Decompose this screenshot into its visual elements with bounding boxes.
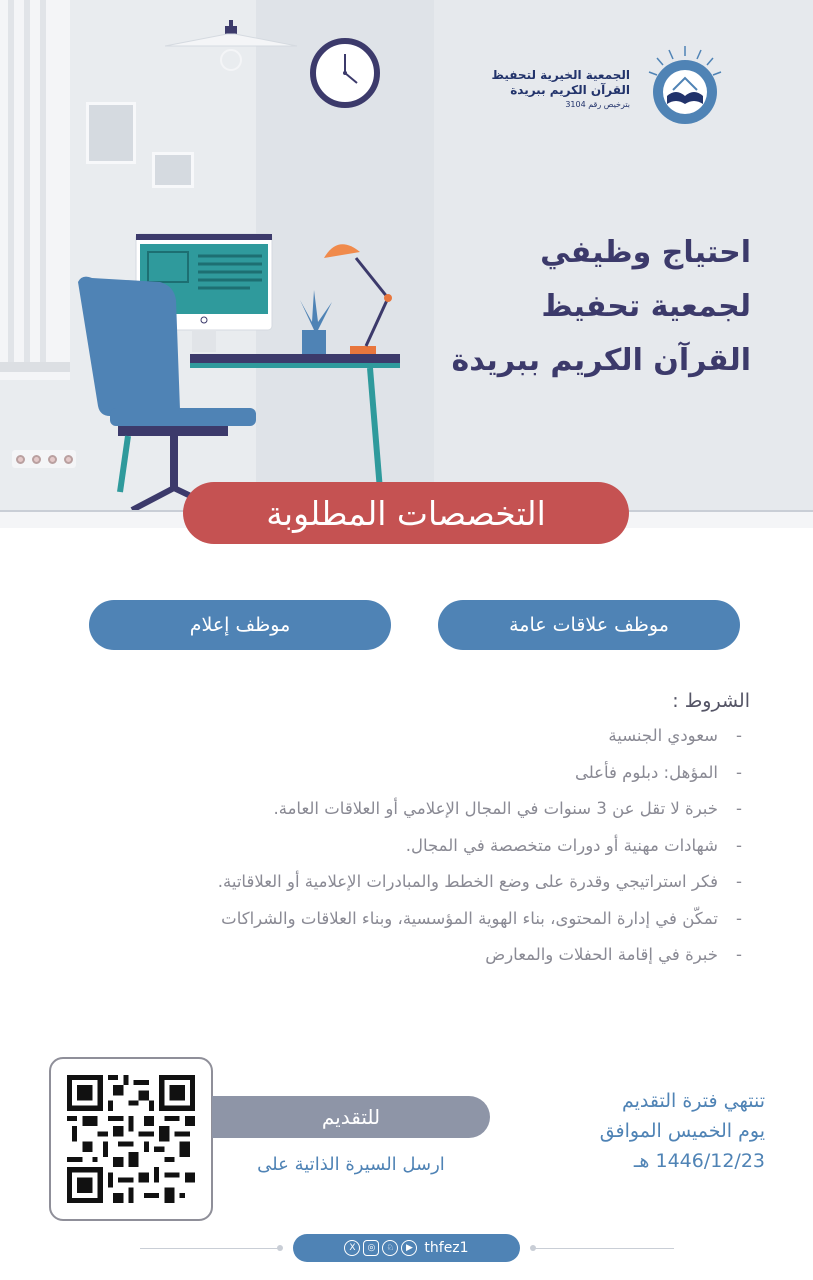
- deadline-date: 1446/12/23 هـ: [633, 1150, 765, 1172]
- condition-item: [70, 864, 750, 901]
- desk-scene-icon: [70, 230, 410, 520]
- conditions-title: الشروط :: [672, 690, 750, 712]
- specialties-heading: التخصصات المطلوبة: [183, 482, 629, 544]
- condition-item: [70, 755, 750, 792]
- hero-illustration: [0, 0, 813, 528]
- org-name-line2: القرآن الكريم ببريدة: [510, 83, 630, 97]
- footer-divider: [140, 1248, 280, 1249]
- conditions-list: [70, 718, 750, 974]
- condition-text: المؤهل: دبلوم فأعلى: [574, 762, 718, 782]
- bullet-dash: -: [736, 835, 742, 855]
- bullet-dash: -: [736, 908, 742, 928]
- condition-item: [70, 718, 750, 755]
- conditions-section: [70, 690, 750, 974]
- qr-code-icon: [67, 1075, 195, 1203]
- org-name-line1: الجمعية الخيرية لتحفيظ: [491, 68, 630, 82]
- condition-text: تمكّن في إدارة المحتوى، بناء الهوية المؤسسية، وبناء العلاقات والشراكات: [221, 908, 718, 928]
- job-public-relations: موظف علاقات عامة: [438, 600, 740, 650]
- condition-text: فكر استراتيجي وقدرة على وضع الخطط والمبادرات الإعلامية أو العلاقاتية.: [217, 872, 718, 891]
- footer-dot: [530, 1245, 536, 1251]
- condition-item: [70, 828, 750, 865]
- wall-frame: [152, 152, 194, 188]
- bullet-dash: -: [736, 945, 742, 964]
- wall-socket-icon: [12, 450, 76, 468]
- condition-item: [70, 901, 750, 938]
- bullet-dash: -: [736, 872, 742, 891]
- social-handle[interactable]: thfez1: [424, 1240, 469, 1256]
- window-illustration: [0, 0, 70, 380]
- ceiling-lamp-icon: [165, 20, 300, 72]
- bullet-dash: -: [736, 799, 742, 818]
- deadline-line1: تنتهي فترة التقديم: [621, 1090, 765, 1112]
- org-license: بترخيص رقم 3104: [565, 100, 630, 109]
- title-line1: احتياج وظيفي: [540, 235, 751, 270]
- title-line2: لجمعية تحفيظ: [541, 289, 751, 324]
- deadline-text: [505, 1086, 765, 1176]
- bullet-dash: -: [736, 762, 742, 782]
- condition-text: سعودي الجنسية: [608, 726, 718, 745]
- youtube-icon[interactable]: ▶: [401, 1240, 417, 1256]
- x-icon[interactable]: X: [344, 1240, 360, 1256]
- condition-text: خبرة لا تقل عن 3 سنوات في المجال الإعلامي أو العلاقات العامة.: [273, 799, 718, 818]
- social-links[interactable]: [293, 1234, 520, 1262]
- organization-name: [492, 68, 630, 109]
- qr-code[interactable]: [49, 1057, 213, 1221]
- instagram-icon[interactable]: ◎: [363, 1240, 379, 1256]
- apply-label: للتقديم: [212, 1096, 490, 1138]
- snapchat-icon[interactable]: ♘: [382, 1240, 398, 1256]
- footer-divider: [534, 1248, 674, 1249]
- job-media: موظف إعلام: [89, 600, 391, 650]
- apply-instruction: ارسل السيرة الذاتية على: [257, 1154, 445, 1175]
- wall-frame: [86, 102, 136, 164]
- organization-logo: [643, 44, 727, 128]
- condition-item: [70, 791, 750, 828]
- wall-clock-icon: [310, 38, 380, 108]
- deadline-line2: يوم الخميس الموافق: [599, 1120, 765, 1142]
- condition-item: [70, 937, 750, 974]
- title-line3: القرآن الكريم ببريدة: [451, 343, 751, 378]
- bullet-dash: -: [736, 726, 742, 745]
- footer-dot: [277, 1245, 283, 1251]
- condition-text: شهادات مهنية أو دورات متخصصة في المجال.: [405, 835, 718, 855]
- page-title: [431, 226, 751, 388]
- condition-text: خبرة في إقامة الحفلات والمعارض: [485, 945, 718, 964]
